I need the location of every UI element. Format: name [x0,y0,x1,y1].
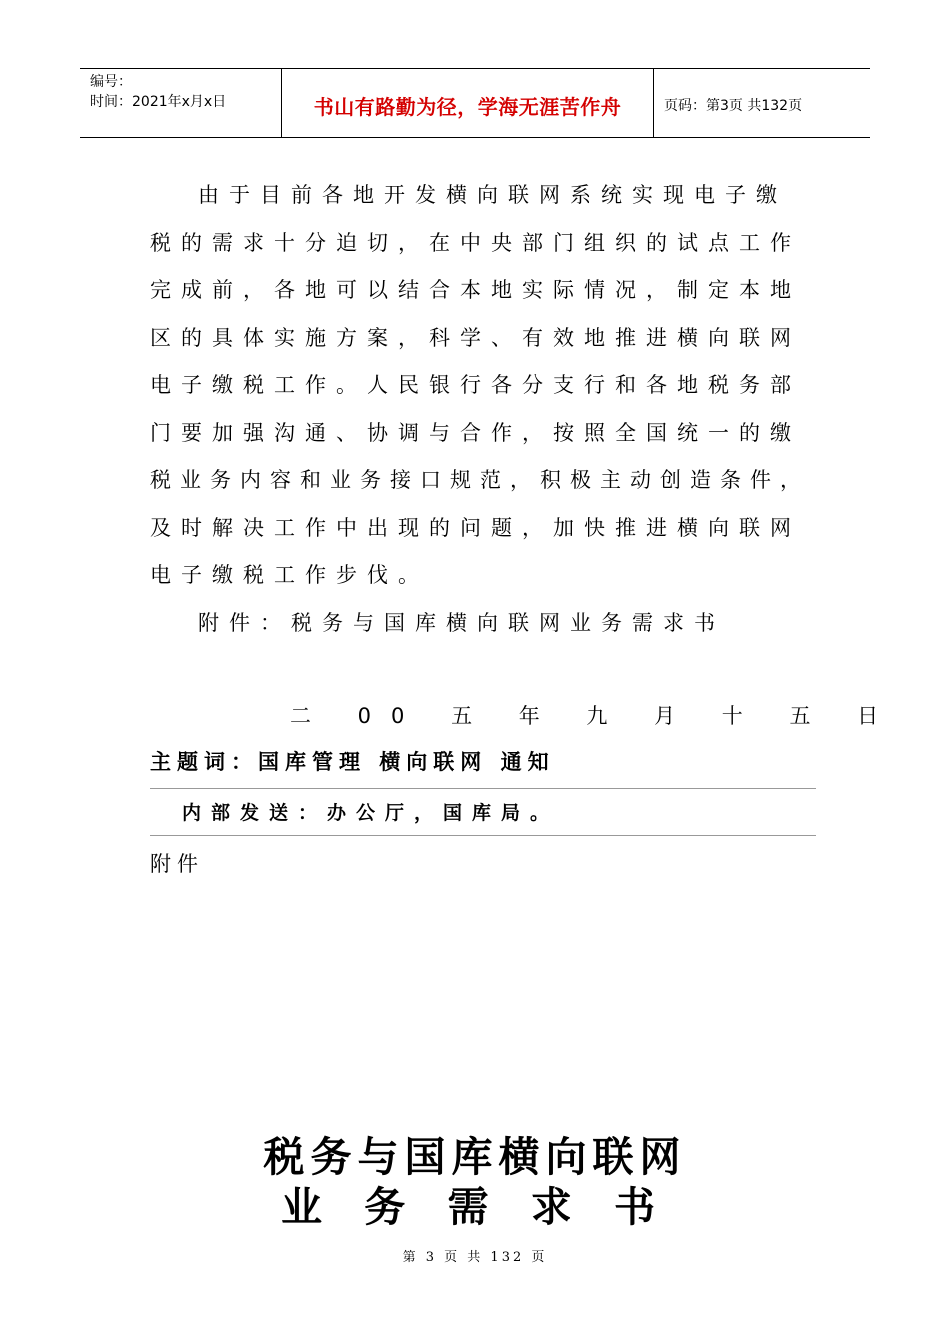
attachment-label: 附件 [150,852,204,876]
document-title-line2: 业 务 需 求 书 [280,1183,670,1231]
body-paragraph [150,172,830,647]
body-line: 区的具体实施方案，科学、有效地推进横向联网 [150,325,801,350]
body-line: 税的需求十分迫切，在中央部门组织的试点工作 [150,230,801,255]
time-line: 时间：2021年x月x日 [90,94,227,110]
divider-bottom [150,835,816,836]
subject-keywords: 主题词：国库管理 横向联网 通知 [150,750,555,774]
page-info-text: 页码：第3页 共132页 [664,98,803,114]
motto-text: 书山有路勤为径，学海无涯苦作舟 [313,94,622,119]
document-title-line1: 税务与国库横向联网 [263,1133,687,1181]
page-footer: 第 3 页 共 132 页 [402,1250,548,1265]
attachment-reference: 附件：税务与国库横向联网业务需求书 [198,610,725,635]
body-line: 电子缴税工作。人民银行各分支行和各地税务部 [150,373,801,397]
issue-date: 二 00 五 年 九 月 十 五 日 [290,704,899,728]
body-line: 电子缴税工作步伐。 [150,563,429,587]
body-line: 及时解决工作中出现的问题，加快推进横向联网 [150,515,801,540]
body-line: 门要加强沟通、协调与合作，按照全国统一的缴 [150,420,801,445]
body-line: 完成前，各地可以结合本地实际情况，制定本地 [150,278,801,302]
body-line: 由于目前各地开发横向联网系统实现电子缴 [198,183,787,207]
page-header [80,68,870,138]
serial-label: 编号： [90,74,132,90]
header-motto-cell [282,69,654,137]
header-meta [80,69,282,137]
divider-top [150,788,816,789]
internal-distribution: 内部发送：办公厅，国库局。 [182,802,560,824]
header-page-info [654,71,870,139]
body-line: 税业务内容和业务接口规范，积极主动创造条件， [150,468,810,492]
